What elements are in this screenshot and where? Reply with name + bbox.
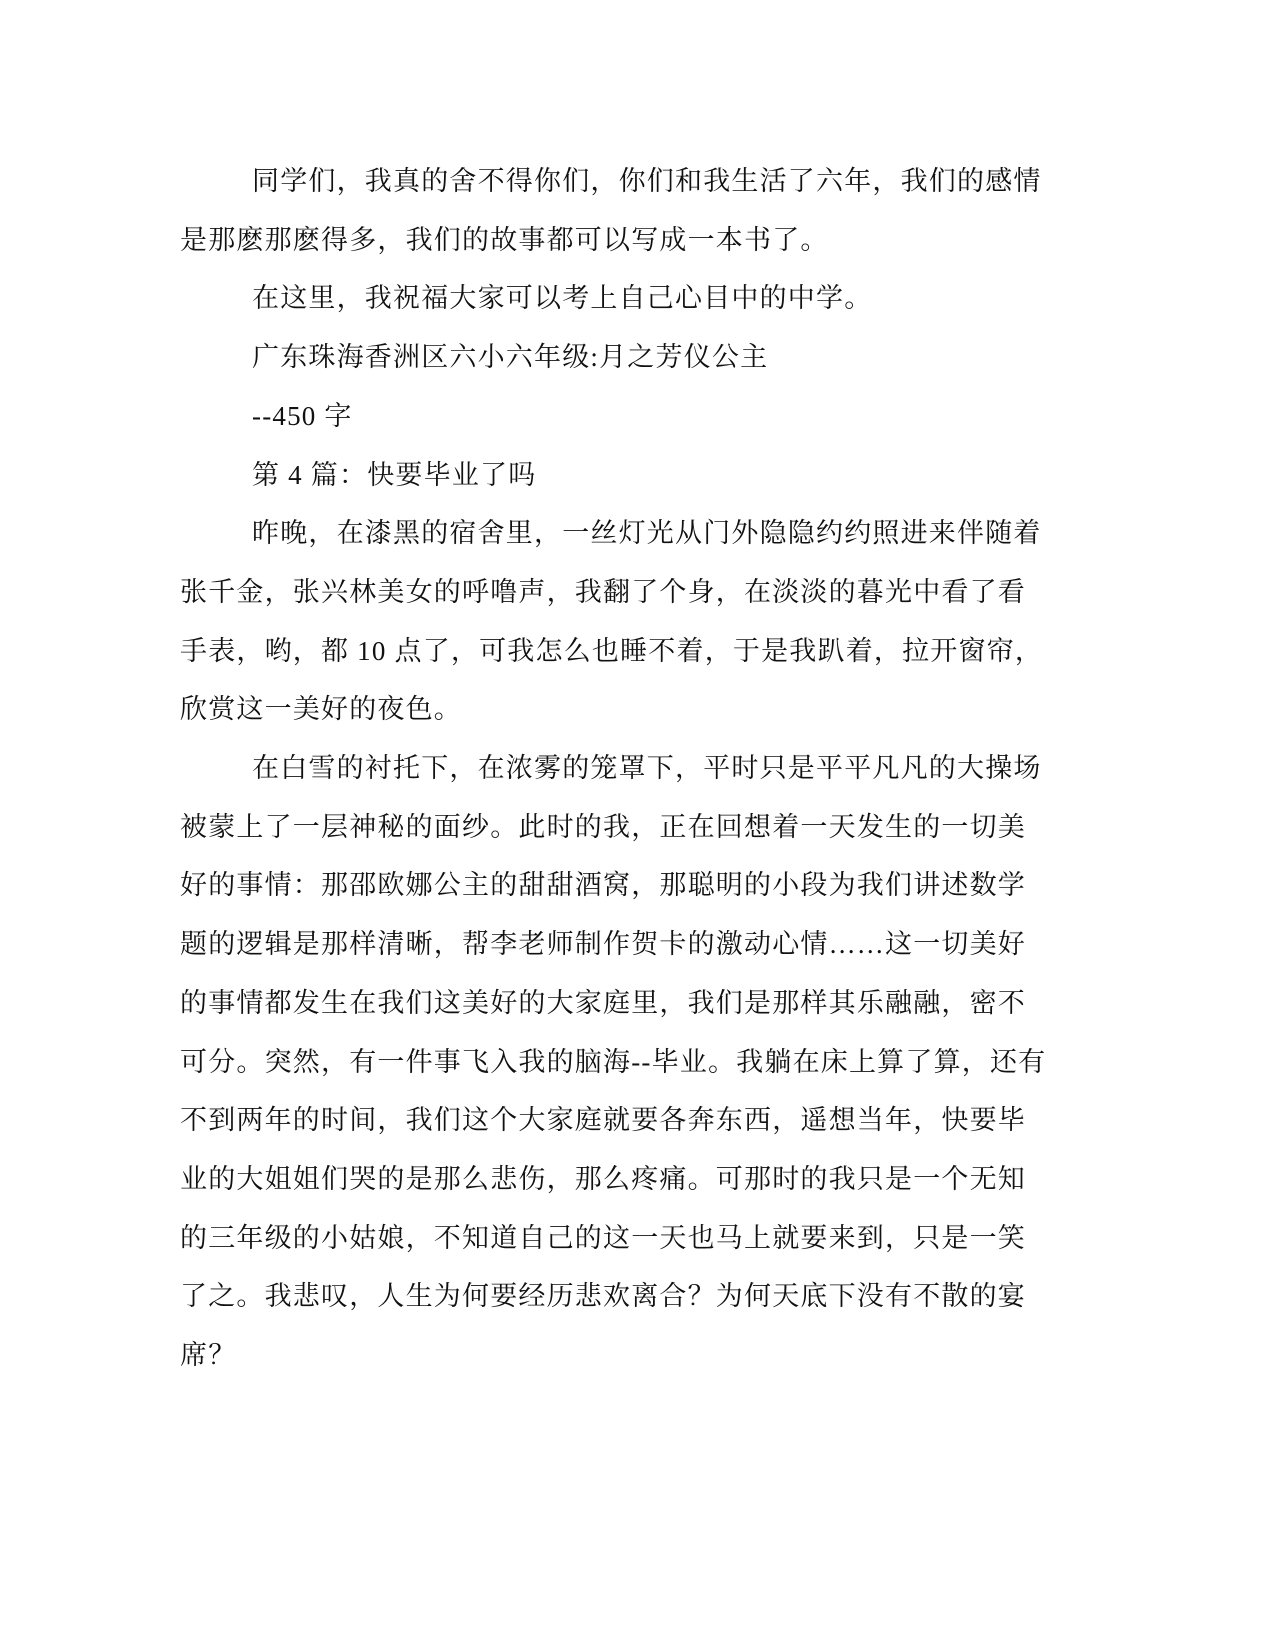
text-line: 同学们，我真的舍不得你们，你们和我生活了六年，我们的感情 xyxy=(252,166,1042,196)
text-line: 被蒙上了一层神秘的面纱。此时的我，正在回想着一天发生的一切美 xyxy=(180,811,1026,842)
text-line: 张千金，张兴林美女的呼噜声，我翻了个身，在淡淡的暮光中看了看 xyxy=(180,576,1026,607)
text-line: 的事情都发生在我们这美好的大家庭里，我们是那样其乐融融，密不 xyxy=(180,987,1026,1018)
text-line: 了之。我悲叹，人生为何要经历悲欢离合？为何天底下没有不散的宴 xyxy=(180,1281,1026,1312)
text-line: 席？ xyxy=(180,1340,237,1370)
text-line: 业的大姐姐们哭的是那么悲伤，那么疼痛。可那时的我只是一个无知 xyxy=(180,1163,1026,1194)
text-line: 的三年级的小姑娘，不知道自己的这一天也马上就要来到，只是一笑 xyxy=(180,1222,1026,1253)
text-line: 在这里，我祝福大家可以考上自己心目中的中学。 xyxy=(252,283,873,314)
text-line: 欣赏这一美好的夜色。 xyxy=(180,694,462,725)
text-line: 第 4 篇：快要毕业了吗 xyxy=(252,459,537,490)
text-line: 手表，哟，都 10 点了，可我怎么也睡不着，于是我趴着，拉开窗帘， xyxy=(180,635,1044,666)
text-line: 是那麽那麽得多，我们的故事都可以写成一本书了。 xyxy=(180,224,829,255)
text-line: 可分。突然，有一件事飞入我的脑海--毕业。我躺在床上算了算，还有 xyxy=(180,1046,1047,1077)
text-line: 不到两年的时间，我们这个大家庭就要各奔东西，遥想当年，快要毕 xyxy=(180,1105,1026,1136)
text-line: 题的逻辑是那样清晰，帮李老师制作贺卡的激动心情……这一切美好 xyxy=(180,929,1026,960)
text-line: 在白雪的衬托下，在浓雾的笼罩下，平时只是平平凡凡的大操场 xyxy=(252,753,1042,783)
text-line: 昨晚，在漆黑的宿舍里，一丝灯光从门外隐隐约约照进来伴随着 xyxy=(252,518,1042,549)
text-line: --450 字 xyxy=(252,400,353,431)
text-line: 广东珠海香洲区六小六年级:月之芳仪公主 xyxy=(252,342,769,373)
text-line: 好的事情：那邵欧娜公主的甜甜酒窝，那聪明的小段为我们讲述数学 xyxy=(180,870,1026,901)
